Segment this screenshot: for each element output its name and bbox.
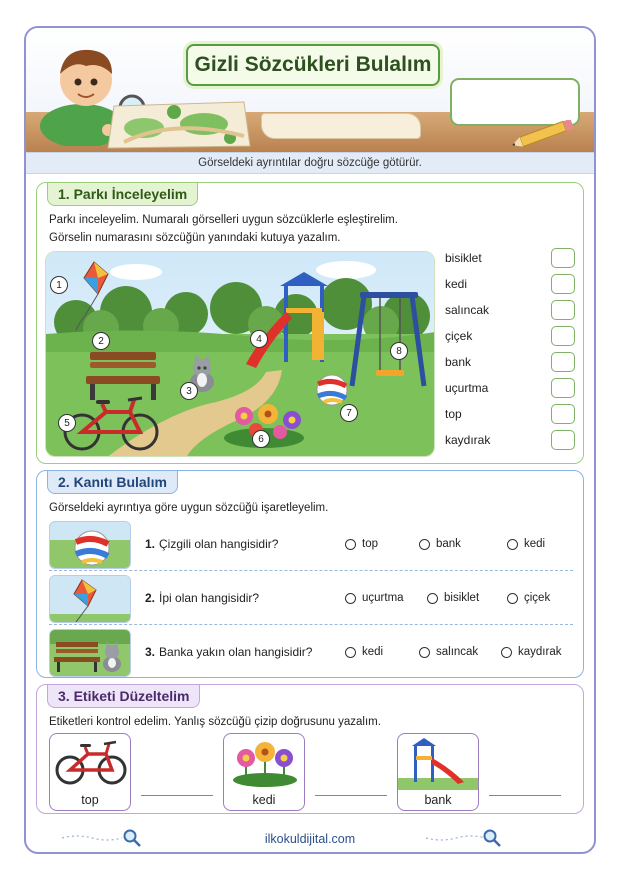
radio-circle[interactable] (507, 593, 518, 604)
radio-circle[interactable] (419, 539, 430, 550)
label-card (49, 733, 131, 811)
answer-line[interactable] (489, 795, 561, 796)
word-label: kedi (445, 277, 468, 291)
word-row (445, 245, 575, 271)
option[interactable] (419, 646, 478, 658)
word-list (445, 245, 575, 453)
radio-circle[interactable] (345, 593, 356, 604)
park-number-marker: 1 (50, 276, 68, 294)
section-park (36, 182, 584, 464)
option-label: kedi (362, 646, 384, 658)
answer-box[interactable] (551, 300, 575, 320)
option-label: kaydırak (518, 646, 562, 658)
section1-instruction-1: Parkı inceleyelim. Numaralı görselleri uygun sözcüklerle eşleştirelim. (49, 214, 398, 226)
question-number: 2. (145, 591, 156, 605)
footer (26, 824, 594, 854)
radio-circle[interactable] (345, 539, 356, 550)
subtitle-bar (26, 152, 594, 174)
radio-circle[interactable] (345, 647, 356, 658)
answer-box[interactable] (551, 378, 575, 398)
section2-title: 2. Kanıtı Bulalım (47, 470, 178, 494)
answer-box[interactable] (551, 326, 575, 346)
option[interactable] (507, 592, 550, 604)
question-number: 3. (145, 645, 156, 659)
option[interactable] (507, 538, 545, 550)
word-label: uçurtma (445, 381, 489, 395)
label-card (223, 733, 305, 811)
option[interactable] (345, 592, 404, 604)
park-scene-image (45, 251, 435, 457)
park-number-marker: 8 (390, 342, 408, 360)
section-evidence (36, 470, 584, 678)
bicycle-icon (50, 734, 131, 790)
ball-thumbnail (49, 521, 131, 569)
option-label: top (362, 538, 378, 550)
option[interactable] (345, 646, 383, 658)
question-text (145, 537, 278, 551)
question-label: Banka yakın olan hangisidir? (159, 645, 313, 659)
word-label: top (445, 407, 462, 421)
word-label: salıncak (445, 303, 490, 317)
park-number-marker: 7 (340, 404, 358, 422)
option-label: uçurtma (362, 592, 404, 604)
section-labels (36, 684, 584, 814)
answer-box[interactable] (551, 248, 575, 268)
label-card (397, 733, 479, 811)
question-row (49, 573, 573, 625)
option-label: kedi (524, 538, 546, 550)
park-number-marker: 4 (250, 330, 268, 348)
pencil-icon (508, 120, 578, 148)
card-label: bank (424, 793, 452, 807)
answer-box[interactable] (551, 274, 575, 294)
question-text (145, 645, 312, 659)
section1-title: 1. Parkı İnceleyelim (47, 182, 198, 206)
park-number-marker: 3 (180, 382, 198, 400)
magnifier-icon (482, 828, 502, 848)
section3-instruction: Etiketleri kontrol edelim. Yanlış sözcüğü çizip doğrusunu yazalım. (49, 716, 381, 728)
option-label: salıncak (436, 646, 479, 658)
option-label: bisiklet (444, 592, 480, 604)
question-label: İpi olan hangisidir? (159, 591, 260, 605)
bench-cat-thumbnail (49, 629, 131, 677)
flowers-icon (224, 734, 305, 790)
word-row (445, 427, 575, 453)
card-label: kedi (252, 793, 276, 807)
section1-instruction-2: Görselin numarasını sözcüğün yanındaki kutuya yazalım. (49, 232, 341, 244)
section3-title: 3. Etiketi Düzeltelim (47, 684, 200, 708)
radio-circle[interactable] (419, 647, 430, 658)
decorative-ribbon (261, 113, 421, 139)
card-label: top (81, 793, 99, 807)
option-label: bank (436, 538, 461, 550)
answer-box[interactable] (551, 352, 575, 372)
answer-box[interactable] (551, 404, 575, 424)
page-subtitle: Görseldeki ayrıntılar doğru sözcüğe götürür. (198, 157, 422, 169)
radio-circle[interactable] (507, 539, 518, 550)
section2-instruction: Görseldeki ayrıntıya göre uygun sözcüğü işaretleyelim. (49, 502, 329, 514)
park-number-marker: 5 (58, 414, 76, 432)
page-title: Gizli Sözcükleri Bulalım (194, 53, 432, 76)
answer-line[interactable] (315, 795, 387, 796)
header (26, 28, 594, 169)
word-row (445, 297, 575, 323)
question-row (49, 519, 573, 571)
word-label: çiçek (445, 329, 473, 343)
footer-site-link[interactable]: ilkokuldijital.com (264, 832, 356, 846)
option[interactable] (427, 592, 479, 604)
word-label: kaydırak (445, 433, 491, 447)
question-number: 1. (145, 537, 156, 551)
word-row (445, 349, 575, 375)
name-box[interactable] (450, 78, 580, 126)
question-text (145, 591, 259, 605)
option[interactable] (501, 646, 561, 658)
word-row (445, 323, 575, 349)
word-row (445, 401, 575, 427)
word-row (445, 375, 575, 401)
page-title-box (186, 44, 440, 86)
question-row (49, 627, 573, 679)
park-number-marker: 2 (92, 332, 110, 350)
word-label: bank (445, 355, 472, 369)
word-label: bisiklet (445, 251, 482, 265)
radio-circle[interactable] (501, 647, 512, 658)
footer-decoration-right (426, 834, 486, 842)
option-label: çiçek (524, 592, 551, 604)
word-row (445, 271, 575, 297)
option[interactable] (345, 538, 378, 550)
option[interactable] (419, 538, 461, 550)
answer-line[interactable] (141, 795, 213, 796)
kite-thumbnail (49, 575, 131, 623)
answer-box[interactable] (551, 430, 575, 450)
park-map-illustration (104, 98, 254, 150)
park-number-marker: 6 (252, 430, 270, 448)
worksheet-page (24, 26, 596, 854)
question-label: Çizgili olan hangisidir? (159, 537, 279, 551)
radio-circle[interactable] (427, 593, 438, 604)
slide-icon (398, 734, 479, 790)
